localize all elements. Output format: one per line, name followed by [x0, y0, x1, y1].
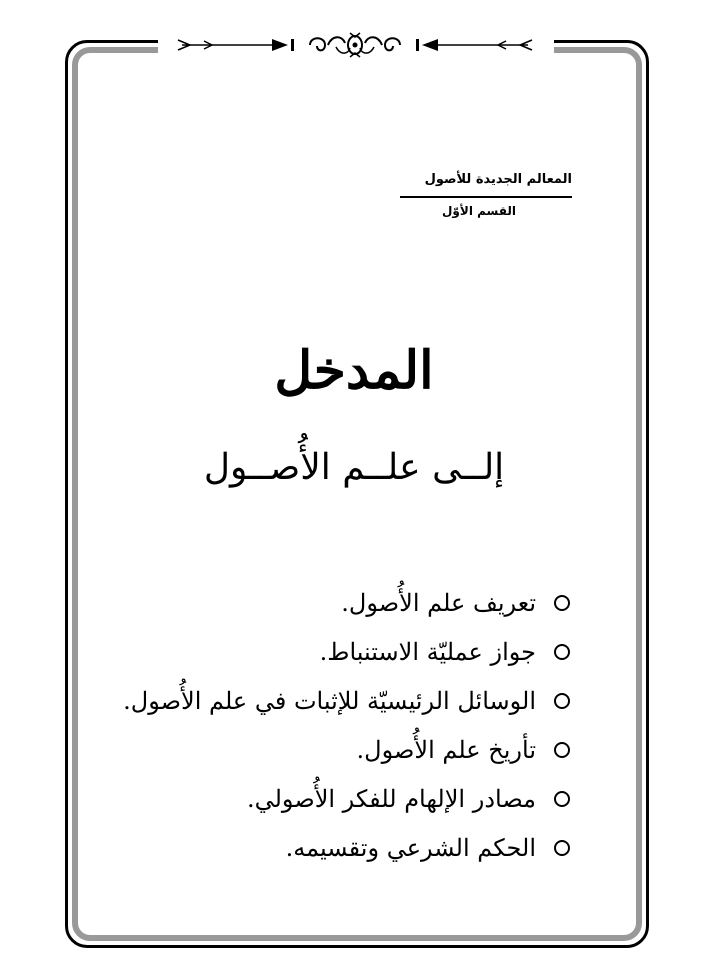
- topic-item: [123, 627, 570, 676]
- flourish-ornament-icon: [160, 30, 550, 60]
- header-divider: [400, 196, 572, 198]
- circle-bullet-icon: [554, 595, 570, 611]
- topic-item: [123, 676, 570, 725]
- circle-bullet-icon: [554, 693, 570, 709]
- topics-list: [123, 578, 570, 872]
- series-title: المعالم الجديدة للأصول: [424, 172, 572, 187]
- topic-item: [123, 823, 570, 872]
- topic-item: [123, 578, 570, 627]
- circle-bullet-icon: [554, 840, 570, 856]
- topic-text: مصادر الإلهام للفكر الأُصولي.: [246, 784, 536, 813]
- topic-text: الحكم الشرعي وتقسيمه.: [285, 833, 536, 862]
- circle-bullet-icon: [554, 742, 570, 758]
- topic-text: جواز عمليّة الاستنباط.: [319, 637, 536, 666]
- circle-bullet-icon: [554, 791, 570, 807]
- series-header: [390, 172, 580, 218]
- circle-bullet-icon: [554, 644, 570, 660]
- topic-item: [123, 725, 570, 774]
- main-title: المدخل: [274, 340, 434, 401]
- topic-text: تعريف علم الأُصول.: [341, 588, 536, 617]
- section-label: القسم الأوّل: [442, 204, 516, 218]
- topic-text: الوسائل الرئيسيّة للإثبات في علم الأُصول.: [123, 686, 536, 715]
- subtitle: إلــى علــم الأُصــول: [203, 447, 505, 488]
- topic-item: [123, 774, 570, 823]
- topic-text: تأريخ علم الأُصول.: [356, 735, 536, 764]
